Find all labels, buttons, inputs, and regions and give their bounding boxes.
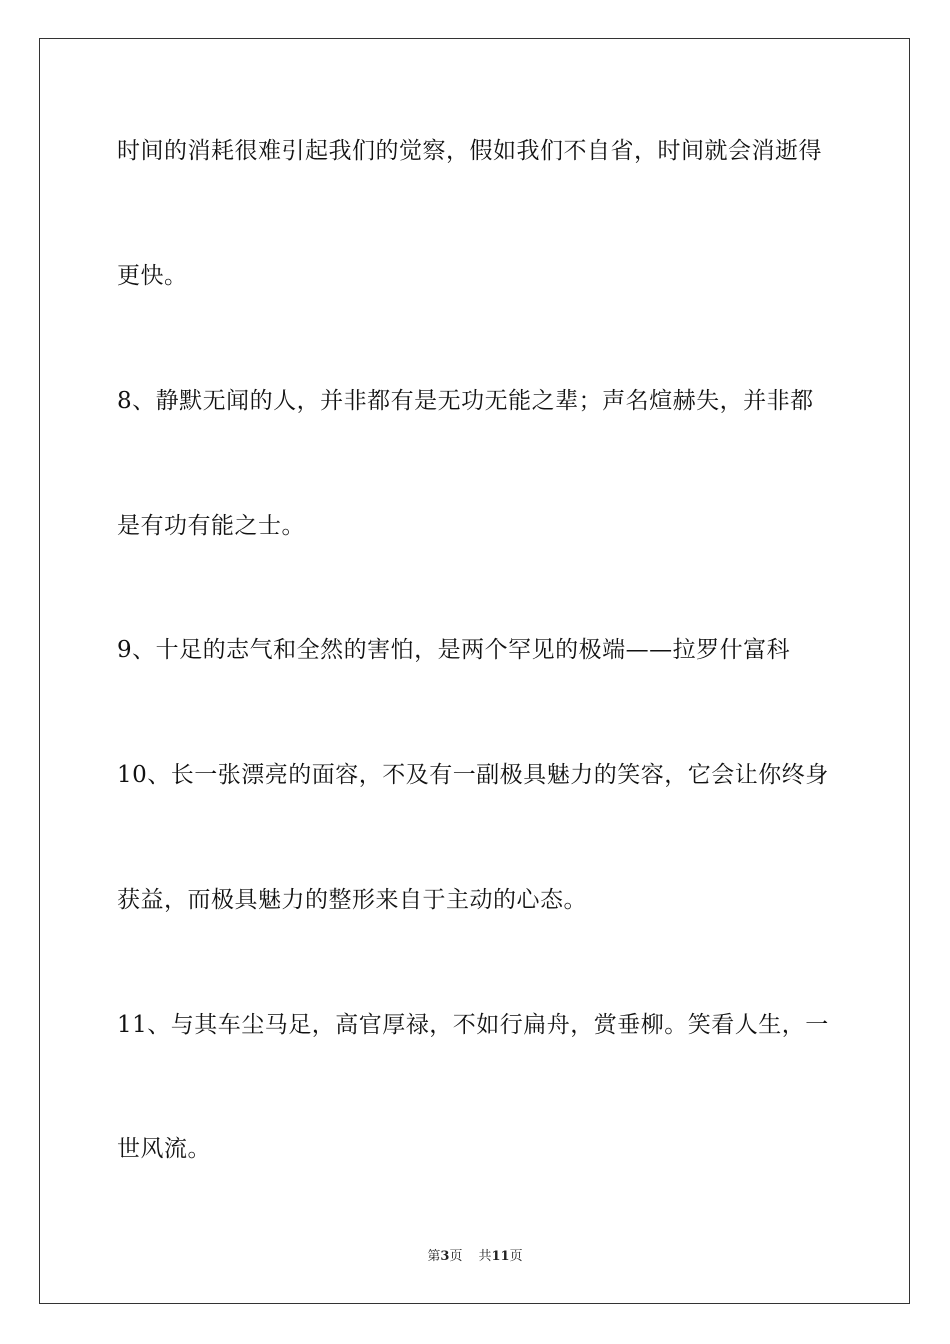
total-pages: 11 xyxy=(491,1249,510,1264)
text-line-1: 时间的消耗很难引起我们的觉察，假如我们不自省，时间就会消逝得 xyxy=(117,138,822,164)
text-line-6: 10、长一张漂亮的面容，不及有一副极具魅力的笑容，它会让你终身 xyxy=(117,762,829,788)
page-label-suffix: 页 xyxy=(449,1249,463,1264)
total-label-suffix: 页 xyxy=(509,1249,523,1264)
text-line-5: 9、十足的志气和全然的害怕，是两个罕见的极端——拉罗什富科 xyxy=(117,637,791,663)
page-label-prefix: 第 xyxy=(427,1249,441,1264)
total-label-prefix: 共 xyxy=(478,1249,492,1264)
text-line-2: 更快。 xyxy=(117,263,188,289)
text-line-4: 是有功有能之士。 xyxy=(117,513,305,539)
text-line-7: 获益，而极具魅力的整形来自于主动的心态。 xyxy=(117,887,587,913)
page-footer xyxy=(0,1248,950,1266)
text-line-8: 11、与其车尘马足，高官厚禄，不如行扁舟，赏垂柳。笑看人生，一 xyxy=(117,1012,829,1038)
page-number: 3 xyxy=(440,1249,450,1264)
text-line-3: 8、静默无闻的人，并非都有是无功无能之辈；声名煊赫失，并非都 xyxy=(117,388,814,414)
text-line-9: 世风流。 xyxy=(117,1136,211,1162)
page-frame xyxy=(39,38,910,1304)
